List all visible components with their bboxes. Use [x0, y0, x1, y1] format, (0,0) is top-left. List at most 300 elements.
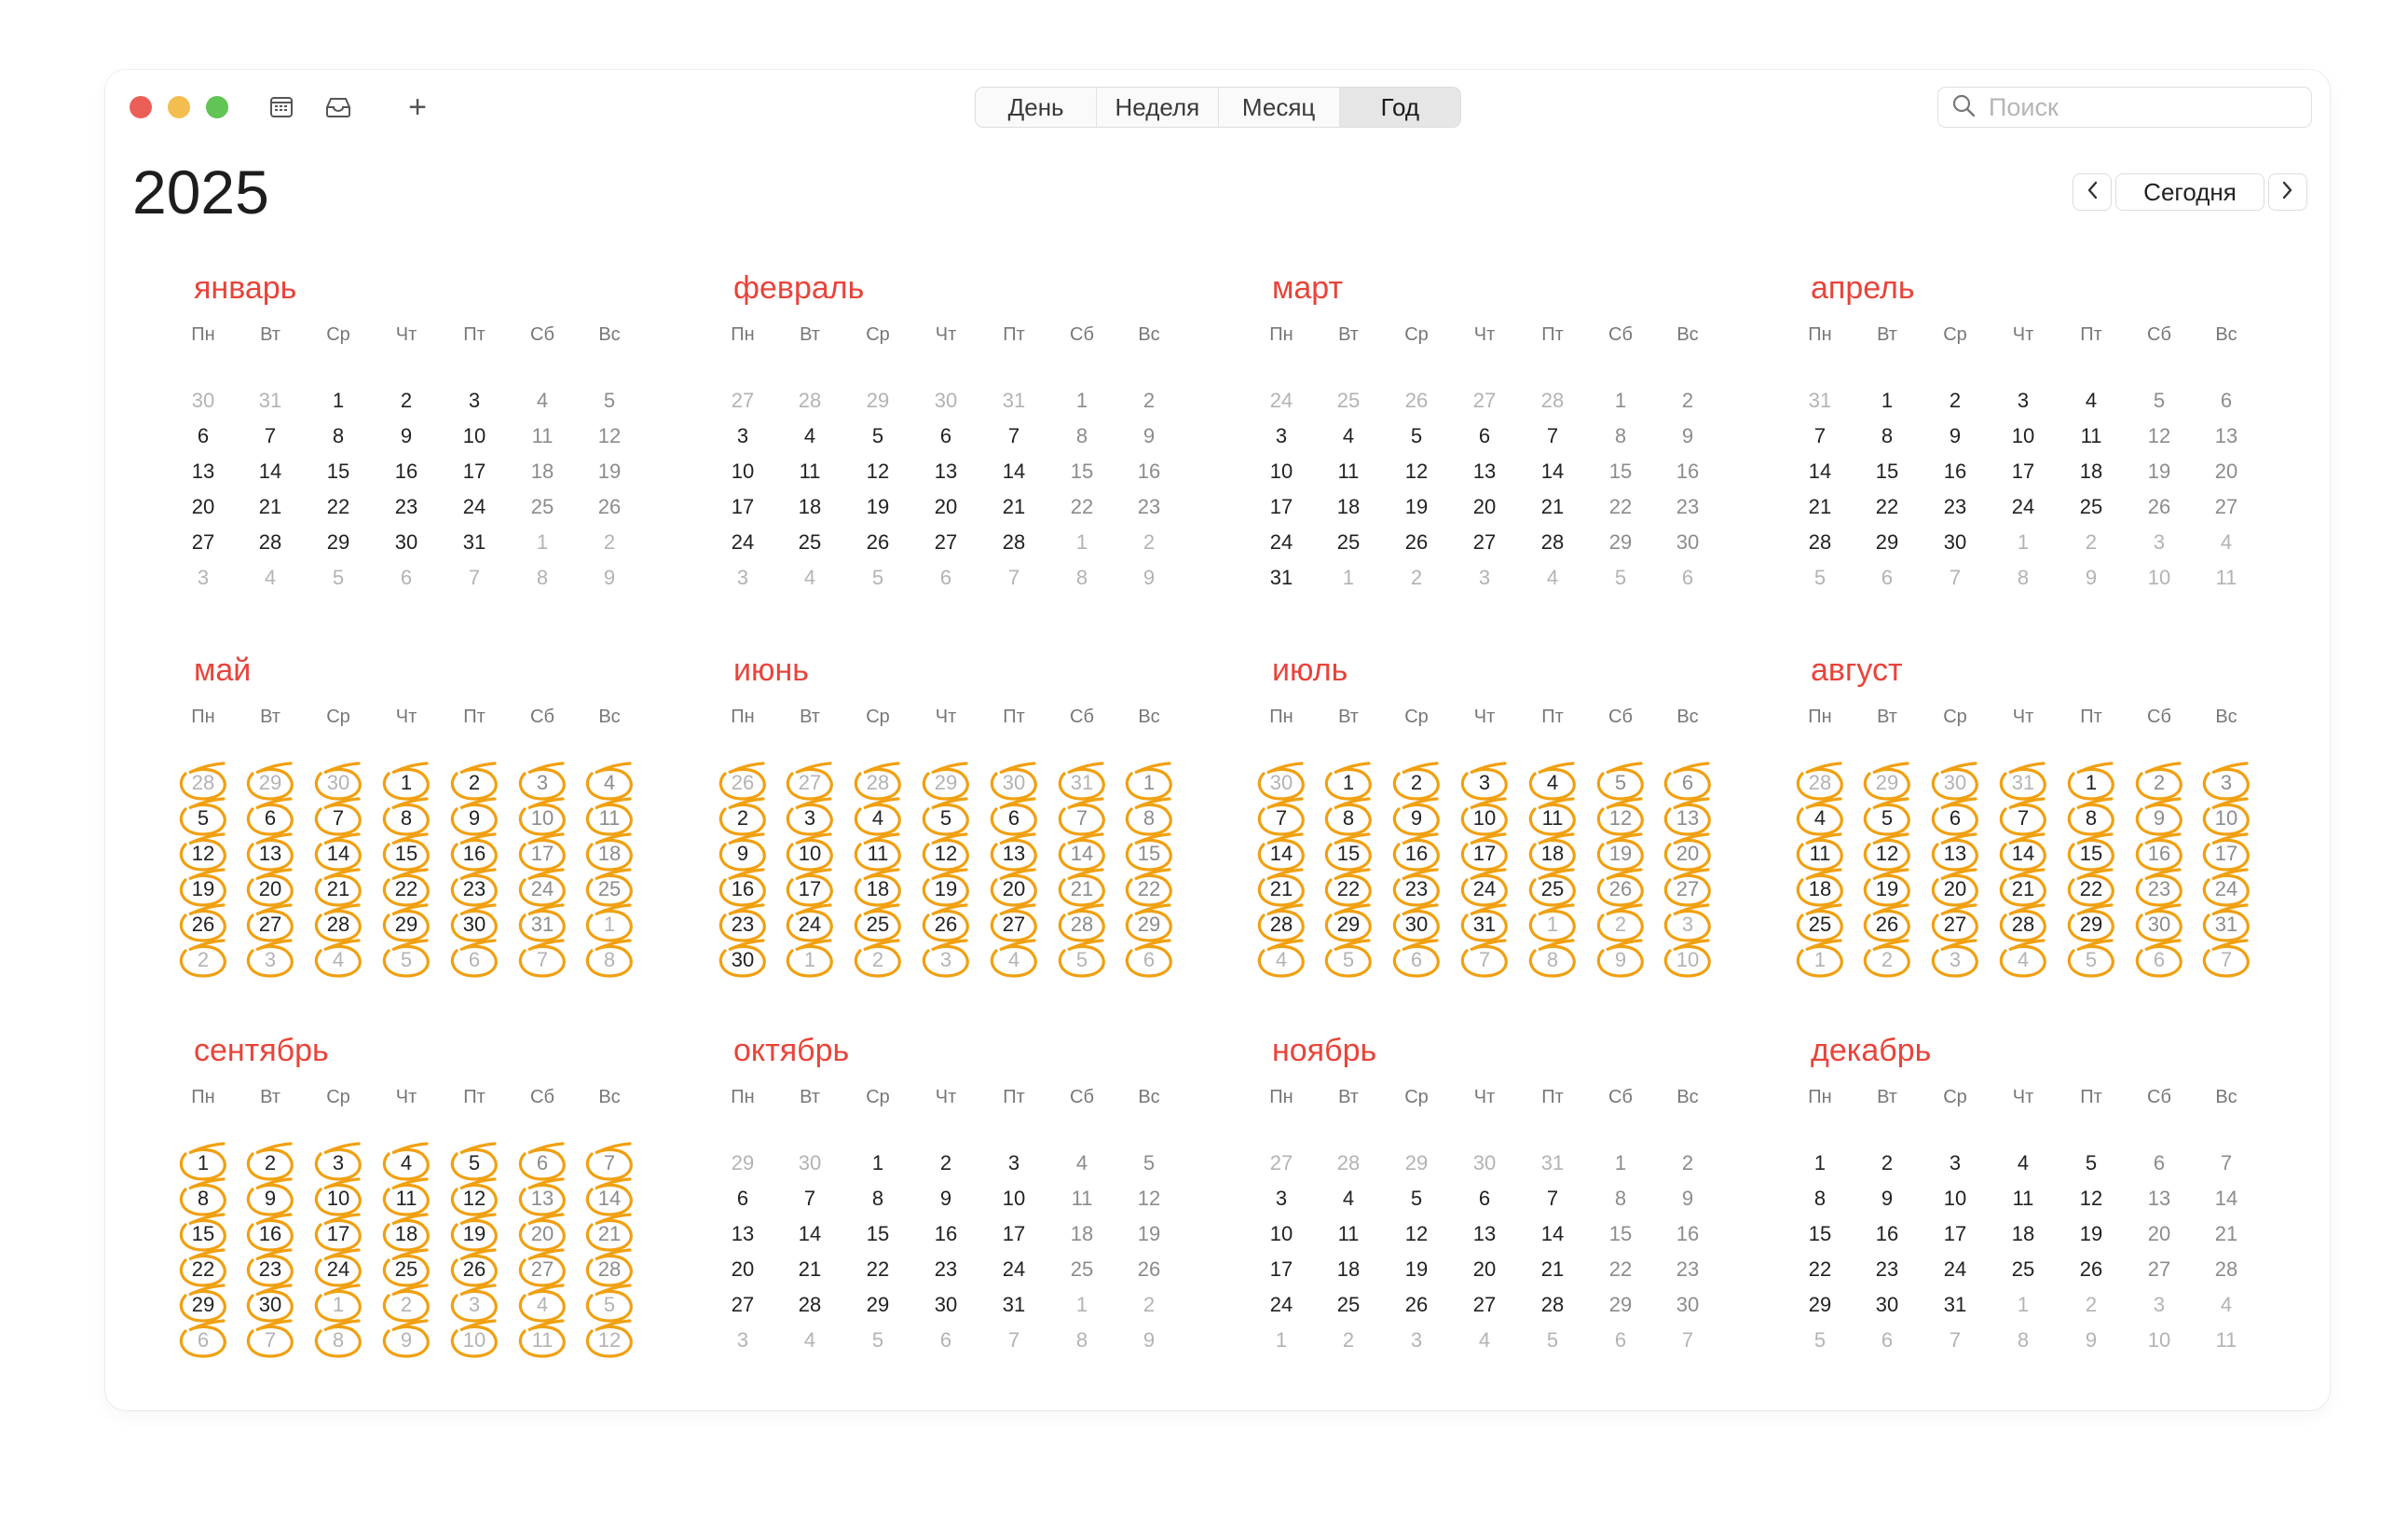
day-cell[interactable] [1936, 840, 1974, 868]
day-cell[interactable] [927, 840, 965, 868]
adjacent-month-day-cell[interactable] [320, 1291, 357, 1319]
day-cell[interactable] [524, 422, 561, 450]
adjacent-month-day-cell[interactable] [2004, 769, 2042, 797]
day-cell[interactable] [1330, 911, 1367, 939]
day-cell[interactable] [1868, 422, 1906, 450]
day-cell[interactable] [859, 911, 896, 939]
adjacent-month-day-cell[interactable] [1534, 1149, 1571, 1177]
day-cell[interactable] [456, 804, 493, 832]
day-cell[interactable] [185, 529, 222, 556]
adjacent-month-day-cell[interactable] [2004, 946, 2042, 974]
day-cell[interactable] [320, 387, 357, 415]
adjacent-month-day-cell[interactable] [185, 769, 222, 797]
adjacent-month-day-cell[interactable] [524, 1326, 561, 1354]
adjacent-month-day-cell[interactable] [1534, 911, 1571, 939]
adjacent-month-day-cell[interactable] [859, 946, 896, 974]
tab-week[interactable]: Неделя [1097, 88, 1218, 127]
day-cell[interactable] [2073, 1185, 2110, 1213]
day-cell[interactable] [791, 804, 828, 832]
day-cell[interactable] [1466, 911, 1503, 939]
adjacent-month-day-cell[interactable] [1466, 1149, 1503, 1177]
adjacent-month-day-cell[interactable] [1669, 946, 1706, 974]
day-cell[interactable] [252, 422, 289, 450]
day-cell[interactable] [1602, 769, 1639, 797]
adjacent-month-day-cell[interactable] [456, 564, 493, 592]
month-name[interactable]: октябрь [733, 1033, 850, 1068]
day-cell[interactable] [185, 1256, 222, 1284]
day-cell[interactable] [2004, 840, 2042, 868]
month-name[interactable]: декабрь [1811, 1033, 1932, 1068]
adjacent-month-day-cell[interactable] [591, 911, 628, 939]
adjacent-month-day-cell[interactable] [1130, 529, 1168, 556]
day-cell[interactable] [1868, 458, 1906, 486]
adjacent-month-day-cell[interactable] [2073, 946, 2110, 974]
day-cell[interactable] [320, 493, 357, 521]
day-cell[interactable] [524, 387, 561, 415]
day-cell[interactable] [1868, 529, 1906, 556]
day-cell[interactable] [2073, 493, 2110, 521]
day-cell[interactable] [1868, 1220, 1906, 1248]
day-cell[interactable] [927, 1256, 965, 1284]
day-cell[interactable] [1669, 1220, 1706, 1248]
day-cell[interactable] [320, 840, 357, 868]
day-cell[interactable] [1534, 769, 1571, 797]
day-cell[interactable] [524, 1256, 561, 1284]
day-cell[interactable] [591, 493, 628, 521]
day-cell[interactable] [2004, 804, 2042, 832]
calendar-list-icon[interactable] [264, 89, 299, 125]
adjacent-month-day-cell[interactable] [320, 946, 357, 974]
day-cell[interactable] [1669, 804, 1706, 832]
day-cell[interactable] [1801, 911, 1839, 939]
day-cell[interactable] [252, 1220, 289, 1248]
day-cell[interactable] [252, 1149, 289, 1177]
day-cell[interactable] [1801, 804, 1839, 832]
day-cell[interactable] [859, 1256, 896, 1284]
adjacent-month-day-cell[interactable] [1936, 769, 1974, 797]
day-cell[interactable] [252, 458, 289, 486]
day-cell[interactable] [791, 529, 828, 556]
adjacent-month-day-cell[interactable] [859, 1326, 896, 1354]
day-cell[interactable] [1801, 840, 1839, 868]
day-cell[interactable] [1063, 1149, 1101, 1177]
day-cell[interactable] [1466, 875, 1503, 903]
day-cell[interactable] [859, 1185, 896, 1213]
day-cell[interactable] [1534, 458, 1571, 486]
adjacent-month-day-cell[interactable] [1602, 911, 1639, 939]
adjacent-month-day-cell[interactable] [1263, 1326, 1300, 1354]
day-cell[interactable] [1263, 911, 1300, 939]
adjacent-month-day-cell[interactable] [1330, 387, 1367, 415]
adjacent-month-day-cell[interactable] [185, 1326, 222, 1354]
month-name[interactable]: май [194, 652, 252, 688]
day-cell[interactable] [859, 804, 896, 832]
adjacent-month-day-cell[interactable] [995, 946, 1033, 974]
adjacent-month-day-cell[interactable] [320, 1326, 357, 1354]
adjacent-month-day-cell[interactable] [1398, 1149, 1435, 1177]
adjacent-month-day-cell[interactable] [791, 769, 828, 797]
adjacent-month-day-cell[interactable] [927, 1326, 965, 1354]
adjacent-month-day-cell[interactable] [185, 564, 222, 592]
day-cell[interactable] [859, 458, 896, 486]
day-cell[interactable] [724, 875, 761, 903]
day-cell[interactable] [1130, 875, 1168, 903]
day-cell[interactable] [388, 1149, 425, 1177]
day-cell[interactable] [1602, 1256, 1639, 1284]
window-close-button[interactable] [130, 96, 152, 118]
day-cell[interactable] [1466, 493, 1503, 521]
day-cell[interactable] [185, 422, 222, 450]
day-cell[interactable] [1130, 1185, 1168, 1213]
day-cell[interactable] [591, 1256, 628, 1284]
day-cell[interactable] [1130, 1220, 1168, 1248]
day-cell[interactable] [2208, 1185, 2245, 1213]
day-cell[interactable] [591, 458, 628, 486]
day-cell[interactable] [2208, 387, 2245, 415]
month-name[interactable]: март [1272, 270, 1344, 306]
adjacent-month-day-cell[interactable] [2208, 946, 2245, 974]
day-cell[interactable] [1669, 529, 1706, 556]
day-cell[interactable] [320, 1149, 357, 1177]
day-cell[interactable] [1330, 804, 1367, 832]
day-cell[interactable] [456, 875, 493, 903]
adjacent-month-day-cell[interactable] [1466, 387, 1503, 415]
day-cell[interactable] [1263, 840, 1300, 868]
adjacent-month-day-cell[interactable] [1801, 1326, 1839, 1354]
search-input[interactable] [1987, 92, 2289, 123]
adjacent-month-day-cell[interactable] [1130, 1326, 1168, 1354]
adjacent-month-day-cell[interactable] [2208, 1291, 2245, 1319]
day-cell[interactable] [1669, 493, 1706, 521]
day-cell[interactable] [1063, 875, 1101, 903]
adjacent-month-day-cell[interactable] [1534, 564, 1571, 592]
day-cell[interactable] [1801, 1291, 1839, 1319]
day-cell[interactable] [185, 1185, 222, 1213]
adjacent-month-day-cell[interactable] [524, 529, 561, 556]
day-cell[interactable] [252, 1256, 289, 1284]
day-cell[interactable] [1801, 458, 1839, 486]
day-cell[interactable] [1602, 529, 1639, 556]
adjacent-month-day-cell[interactable] [320, 564, 357, 592]
day-cell[interactable] [320, 458, 357, 486]
day-cell[interactable] [1669, 1149, 1706, 1177]
day-cell[interactable] [1398, 529, 1435, 556]
day-cell[interactable] [1130, 840, 1168, 868]
day-cell[interactable] [724, 422, 761, 450]
day-cell[interactable] [1466, 1256, 1503, 1284]
day-cell[interactable] [1263, 422, 1300, 450]
adjacent-month-day-cell[interactable] [1534, 387, 1571, 415]
adjacent-month-day-cell[interactable] [995, 564, 1033, 592]
day-cell[interactable] [524, 840, 561, 868]
day-cell[interactable] [724, 1291, 761, 1319]
adjacent-month-day-cell[interactable] [388, 564, 425, 592]
day-cell[interactable] [1602, 387, 1639, 415]
day-cell[interactable] [1669, 840, 1706, 868]
day-cell[interactable] [927, 804, 965, 832]
day-cell[interactable] [1466, 1185, 1503, 1213]
day-cell[interactable] [2141, 804, 2178, 832]
adjacent-month-day-cell[interactable] [1936, 564, 1974, 592]
day-cell[interactable] [1330, 769, 1367, 797]
adjacent-month-day-cell[interactable] [1330, 564, 1367, 592]
day-cell[interactable] [1063, 458, 1101, 486]
day-cell[interactable] [2141, 769, 2178, 797]
day-cell[interactable] [859, 1149, 896, 1177]
day-cell[interactable] [724, 1220, 761, 1248]
day-cell[interactable] [1669, 1256, 1706, 1284]
day-cell[interactable] [1936, 1149, 1974, 1177]
day-cell[interactable] [524, 911, 561, 939]
day-cell[interactable] [995, 804, 1033, 832]
day-cell[interactable] [1868, 840, 1906, 868]
day-cell[interactable] [2073, 911, 2110, 939]
day-cell[interactable] [1130, 911, 1168, 939]
day-cell[interactable] [456, 1256, 493, 1284]
day-cell[interactable] [1466, 840, 1503, 868]
tab-day[interactable]: День [976, 88, 1097, 127]
adjacent-month-day-cell[interactable] [524, 564, 561, 592]
day-cell[interactable] [2208, 875, 2245, 903]
day-cell[interactable] [1936, 422, 1974, 450]
day-cell[interactable] [927, 529, 965, 556]
day-cell[interactable] [995, 911, 1033, 939]
day-cell[interactable] [1801, 422, 1839, 450]
day-cell[interactable] [1263, 804, 1300, 832]
day-cell[interactable] [320, 1220, 357, 1248]
day-cell[interactable] [320, 529, 357, 556]
day-cell[interactable] [1130, 422, 1168, 450]
adjacent-month-day-cell[interactable] [2073, 1326, 2110, 1354]
adjacent-month-day-cell[interactable] [456, 946, 493, 974]
day-cell[interactable] [724, 1185, 761, 1213]
add-icon[interactable]: + [408, 89, 427, 125]
day-cell[interactable] [1868, 493, 1906, 521]
day-cell[interactable] [388, 911, 425, 939]
day-cell[interactable] [724, 840, 761, 868]
day-cell[interactable] [1602, 422, 1639, 450]
adjacent-month-day-cell[interactable] [724, 387, 761, 415]
day-cell[interactable] [1602, 493, 1639, 521]
day-cell[interactable] [1801, 875, 1839, 903]
day-cell[interactable] [2141, 387, 2178, 415]
adjacent-month-day-cell[interactable] [252, 387, 289, 415]
day-cell[interactable] [791, 911, 828, 939]
day-cell[interactable] [185, 911, 222, 939]
day-cell[interactable] [1263, 564, 1300, 592]
adjacent-month-day-cell[interactable] [1466, 946, 1503, 974]
day-cell[interactable] [1398, 1256, 1435, 1284]
day-cell[interactable] [524, 875, 561, 903]
day-cell[interactable] [2208, 493, 2245, 521]
day-cell[interactable] [1330, 1256, 1367, 1284]
day-cell[interactable] [591, 387, 628, 415]
adjacent-month-day-cell[interactable] [1801, 387, 1839, 415]
day-cell[interactable] [2073, 458, 2110, 486]
adjacent-month-day-cell[interactable] [1063, 564, 1101, 592]
day-cell[interactable] [2073, 875, 2110, 903]
day-cell[interactable] [1602, 458, 1639, 486]
adjacent-month-day-cell[interactable] [791, 564, 828, 592]
day-cell[interactable] [1868, 1256, 1906, 1284]
adjacent-month-day-cell[interactable] [2141, 1291, 2178, 1319]
day-cell[interactable] [995, 1256, 1033, 1284]
day-cell[interactable] [1263, 1256, 1300, 1284]
day-cell[interactable] [252, 840, 289, 868]
day-cell[interactable] [2073, 1220, 2110, 1248]
adjacent-month-day-cell[interactable] [252, 564, 289, 592]
day-cell[interactable] [388, 840, 425, 868]
adjacent-month-day-cell[interactable] [1868, 1326, 1906, 1354]
adjacent-month-day-cell[interactable] [185, 387, 222, 415]
day-cell[interactable] [1534, 422, 1571, 450]
day-cell[interactable] [1130, 804, 1168, 832]
month-name[interactable]: июнь [733, 652, 809, 688]
day-cell[interactable] [320, 875, 357, 903]
day-cell[interactable] [1063, 493, 1101, 521]
adjacent-month-day-cell[interactable] [1130, 1291, 1168, 1319]
month-name[interactable]: ноябрь [1272, 1033, 1377, 1068]
adjacent-month-day-cell[interactable] [2141, 529, 2178, 556]
day-cell[interactable] [524, 458, 561, 486]
tab-month[interactable]: Месяц [1219, 88, 1340, 127]
day-cell[interactable] [2004, 422, 2042, 450]
adjacent-month-day-cell[interactable] [1936, 1326, 1974, 1354]
day-cell[interactable] [1130, 769, 1168, 797]
day-cell[interactable] [2004, 493, 2042, 521]
day-cell[interactable] [791, 875, 828, 903]
day-cell[interactable] [1398, 1185, 1435, 1213]
day-cell[interactable] [388, 493, 425, 521]
day-cell[interactable] [388, 769, 425, 797]
day-cell[interactable] [456, 458, 493, 486]
adjacent-month-day-cell[interactable] [2141, 564, 2178, 592]
day-cell[interactable] [320, 804, 357, 832]
day-cell[interactable] [2141, 1185, 2178, 1213]
adjacent-month-day-cell[interactable] [456, 1326, 493, 1354]
day-cell[interactable] [1466, 769, 1503, 797]
day-cell[interactable] [927, 1185, 965, 1213]
day-cell[interactable] [1398, 493, 1435, 521]
day-cell[interactable] [1330, 458, 1367, 486]
day-cell[interactable] [1398, 458, 1435, 486]
adjacent-month-day-cell[interactable] [1466, 1326, 1503, 1354]
adjacent-month-day-cell[interactable] [1801, 564, 1839, 592]
day-cell[interactable] [1602, 875, 1639, 903]
day-cell[interactable] [185, 493, 222, 521]
day-cell[interactable] [791, 1256, 828, 1284]
day-cell[interactable] [1330, 1220, 1367, 1248]
day-cell[interactable] [388, 1185, 425, 1213]
day-cell[interactable] [388, 529, 425, 556]
adjacent-month-day-cell[interactable] [1602, 1326, 1639, 1354]
day-cell[interactable] [1063, 1185, 1101, 1213]
day-cell[interactable] [456, 840, 493, 868]
day-cell[interactable] [456, 493, 493, 521]
day-cell[interactable] [185, 840, 222, 868]
day-cell[interactable] [252, 1291, 289, 1319]
day-cell[interactable] [456, 1185, 493, 1213]
day-cell[interactable] [1534, 1291, 1571, 1319]
day-cell[interactable] [995, 493, 1033, 521]
month-name[interactable]: январь [194, 270, 297, 306]
day-cell[interactable] [1868, 1291, 1906, 1319]
day-cell[interactable] [1868, 1185, 1906, 1213]
day-cell[interactable] [859, 422, 896, 450]
adjacent-month-day-cell[interactable] [524, 1291, 561, 1319]
day-cell[interactable] [1130, 493, 1168, 521]
adjacent-month-day-cell[interactable] [591, 1291, 628, 1319]
day-cell[interactable] [1936, 804, 1974, 832]
adjacent-month-day-cell[interactable] [2073, 529, 2110, 556]
day-cell[interactable] [1936, 911, 1974, 939]
day-cell[interactable] [252, 529, 289, 556]
day-cell[interactable] [1398, 840, 1435, 868]
day-cell[interactable] [1936, 493, 1974, 521]
day-cell[interactable] [1063, 387, 1101, 415]
day-cell[interactable] [2141, 875, 2178, 903]
day-cell[interactable] [2073, 840, 2110, 868]
day-cell[interactable] [524, 769, 561, 797]
day-cell[interactable] [2208, 911, 2245, 939]
day-cell[interactable] [456, 422, 493, 450]
day-cell[interactable] [1669, 1185, 1706, 1213]
adjacent-month-day-cell[interactable] [1063, 1326, 1101, 1354]
adjacent-month-day-cell[interactable] [724, 769, 761, 797]
day-cell[interactable] [724, 529, 761, 556]
day-cell[interactable] [1801, 1185, 1839, 1213]
day-cell[interactable] [927, 458, 965, 486]
adjacent-month-day-cell[interactable] [2141, 1326, 2178, 1354]
day-cell[interactable] [1868, 804, 1906, 832]
day-cell[interactable] [995, 422, 1033, 450]
day-cell[interactable] [524, 1149, 561, 1177]
adjacent-month-day-cell[interactable] [1669, 1326, 1706, 1354]
adjacent-month-day-cell[interactable] [1936, 946, 1974, 974]
day-cell[interactable] [2208, 458, 2245, 486]
inbox-icon[interactable] [321, 89, 356, 125]
day-cell[interactable] [252, 911, 289, 939]
adjacent-month-day-cell[interactable] [1263, 1149, 1300, 1177]
day-cell[interactable] [2208, 1256, 2245, 1284]
adjacent-month-day-cell[interactable] [927, 387, 965, 415]
day-cell[interactable] [927, 493, 965, 521]
day-cell[interactable] [1602, 1149, 1639, 1177]
day-cell[interactable] [1330, 1291, 1367, 1319]
day-cell[interactable] [2141, 1256, 2178, 1284]
adjacent-month-day-cell[interactable] [591, 564, 628, 592]
day-cell[interactable] [2004, 1256, 2042, 1284]
day-cell[interactable] [185, 458, 222, 486]
day-cell[interactable] [1669, 1291, 1706, 1319]
day-cell[interactable] [1868, 1149, 1906, 1177]
day-cell[interactable] [1602, 804, 1639, 832]
day-cell[interactable] [1534, 1256, 1571, 1284]
day-cell[interactable] [524, 804, 561, 832]
day-cell[interactable] [2141, 1149, 2178, 1177]
day-cell[interactable] [1130, 1256, 1168, 1284]
day-cell[interactable] [1936, 1185, 1974, 1213]
day-cell[interactable] [2141, 422, 2178, 450]
day-cell[interactable] [1868, 875, 1906, 903]
adjacent-month-day-cell[interactable] [2208, 529, 2245, 556]
adjacent-month-day-cell[interactable] [1466, 564, 1503, 592]
day-cell[interactable] [724, 458, 761, 486]
day-cell[interactable] [859, 1220, 896, 1248]
adjacent-month-day-cell[interactable] [1263, 769, 1300, 797]
day-cell[interactable] [2073, 804, 2110, 832]
day-cell[interactable] [1534, 875, 1571, 903]
